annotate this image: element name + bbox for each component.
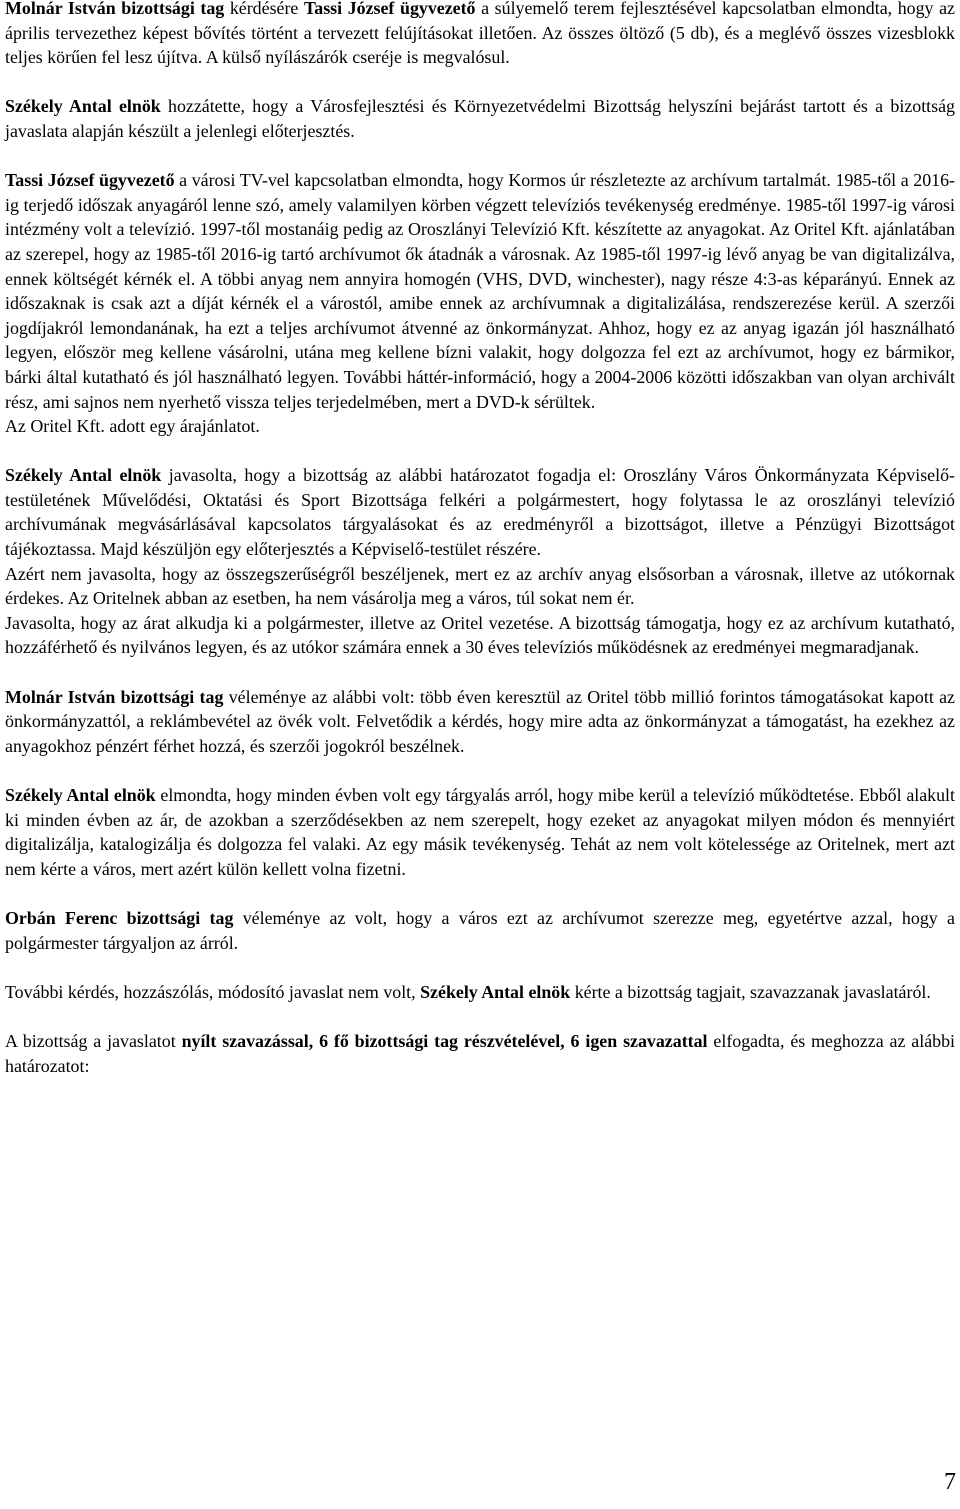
text-run: További kérdés, hozzászólás, módosító javaslat nem volt, xyxy=(5,981,421,1002)
paragraph-p3 xyxy=(5,168,955,414)
text-run: a városi TV-vel kapcsolatban elmondta, hogy Kormos úr részletezte az archívum tartalmát. 1985-től a 2016-ig terjedő időszak anyagáról lenne szó, amely valamilyen körben végzett televíziós tevékenység eredménye. 1985-től 1997-ig városi intézmény volt a televízió. 1997-től mostanáig pedig az Oroszlányi Televízió Kft. készítette az anyagokat. Az Oritel Kft. ajánlatában az szerepel, hogy az 1985-től 2016-ig tartó archívumot ők átadnák a városnak. Az 1985-től 1997-ig lévő anyag be van digitalizálva, ennek költségét kérnék el. A többi anyag nem annyira homogén (VHS, DVD, winchester), nagy része 4:3-as képarányú. Ennek az időszaknak is csak azt a díját kérnék el a várostól, amibe ennek az archívumnak a digitalizálása, rendszerezése kerül. A szerzői jogdíjakról lemondanának, ha ezt a teljes archívumot átvenné az önkormányzat. Ahhoz, hogy ez az anyag igazán jól használható legyen, először meg kellene vásárolni, utána meg kellene bízni valakit, hogy dolgozza fel ezt az archívumot, hogy ez bármikor, bárki által kutatható és jól használható legyen. További háttér-információ, hogy a 2004-2006 közötti időszakban van olyan archivált rész, ami sajnos nem nyerhető vissza teljes terjedelmében, mert a DVD-k sérültek. xyxy=(5,170,955,412)
bold-text-run: Székely Antal elnök xyxy=(5,465,162,486)
text-run: kérte a bizottság tagjait, szavazzanak javaslatáról. xyxy=(570,981,931,1002)
paragraph-p9 xyxy=(5,1029,955,1078)
paragraph-p4b xyxy=(5,562,955,611)
paragraph-p2 xyxy=(5,94,955,143)
text-run: a súlyemelő terem fejlesztésével kapcsolatban elmondta, hogy az április tervezethez képest bővítés történt a tervezett felújításokat illetően. Az összes öltöző (5 db), és a meglévő összes vizesblokk teljes körűen fel lesz újítva. A külső nyílászárók cseréje is megvalósul. xyxy=(5,0,955,68)
paragraph-p3b xyxy=(5,414,955,439)
paragraph-p5 xyxy=(5,685,955,759)
bold-text-run: Molnár István bizottsági tag xyxy=(5,0,225,18)
text-run: javasolta, hogy a bizottság az alábbi határozatot fogadja el: Oroszlány Város Önkormányzata Képviselő-testületének Művelődési, Oktatási és Sport Bizottsága felkéri a polgármestert, hogy folytassa le az oroszlányi televízió archívumának megvásárlásával kapcsolatos tárgyalásokat és az eredményről a bizottságot, illetve a Pénzügyi Bizottságot tájékoztassa. Majd készüljön egy előterjesztés a Képviselő-testület részére. xyxy=(5,465,955,560)
text-run: elfogadta, és meghozza az alábbi határozatot: xyxy=(5,1030,955,1076)
bold-text-run: Székely Antal elnök xyxy=(5,785,156,805)
text-run: Azért nem javasolta, hogy az összegszerűségről beszéljenek, mert ez az archív anyag elsősorban a városnak, illetve az utókornak érdekes. Az Oritelnek abban az esetben, ha nem vásárolja meg a város, túl sokat nem ér. xyxy=(5,563,955,609)
paragraph-p8 xyxy=(5,980,955,1005)
text-run: véleménye az alábbi volt: több éven keresztül az Oritel több millió forintos támogatásokat kapott az önkormányzattól, a reklámbevétel az övék volt. Felvetődik a kérdés, hogy mire adta az önkormányzat a támogatást, ha ezekhez az anyagokhoz pénzért férhet hozzá, és szerzői jogokról beszélnek. xyxy=(5,686,955,756)
bold-text-run: Székely Antal elnök xyxy=(420,981,571,1002)
bold-text-run: Tassi József ügyvezető xyxy=(303,0,476,18)
bold-text-run: Molnár István bizottsági tag xyxy=(5,686,224,707)
paragraph-p6 xyxy=(5,783,955,881)
bold-text-run: nyílt szavazással, 6 fő bizottsági tag részvételével, 6 igen szavazattal xyxy=(181,1030,708,1051)
text-run: hozzátette, hogy a Városfejlesztési és Környezetvédelmi Bizottság helyszíni bejárást tartott és a bizottság javaslata alapján készült a jelenlegi előterjesztés. xyxy=(5,96,955,141)
paragraph-p1 xyxy=(5,0,955,70)
paragraph-p4c xyxy=(5,611,955,660)
bold-text-run: Tassi József ügyvezető xyxy=(5,170,175,191)
text-run: Javasolta, hogy az árat alkudja ki a polgármester, illetve az Oritel vezetése. A bizottság támogatja, hogy ez az archívum kutatható, hozzáférhető és nyilvános legyen, és az utókor számára ennek a 30 éves televíziós működésnek az eredményei megmaradjanak. xyxy=(5,612,955,658)
text-run: elmondta, hogy minden évben volt egy tárgyalás arról, hogy mibe kerül a televízió működtetése. Ebből alakult ki minden évben az ár, de azokban a szerződésekben az nem szerepelt, hogy ezeket az anyagokat milyen módon és mennyiért digitalizálja, katalogizálja és dolgozza fel valaki. Az egy másik tevékenység. Tehát az nem volt kötelessége az Oritelnek, mert azt nem kérte a város, mert azért külön kellett volna fizetni. xyxy=(5,785,955,879)
text-run: Az Oritel Kft. adott egy árajánlatot. xyxy=(5,416,260,437)
page-number: 7 xyxy=(944,1469,956,1495)
text-run: kérdésére xyxy=(224,0,304,18)
bold-text-run: Székely Antal elnök xyxy=(5,96,161,117)
paragraph-p7 xyxy=(5,906,955,955)
bold-text-run: Orbán Ferenc bizottsági tag xyxy=(5,907,234,928)
text-run: A bizottság a javaslatot xyxy=(5,1030,182,1051)
document-page xyxy=(5,0,955,1078)
text-run: véleménye az volt, hogy a város ezt az archívumot szerezze meg, egyetértve azzal, hogy a polgármester tárgyaljon az árról. xyxy=(5,907,955,953)
paragraph-p4 xyxy=(5,463,955,561)
